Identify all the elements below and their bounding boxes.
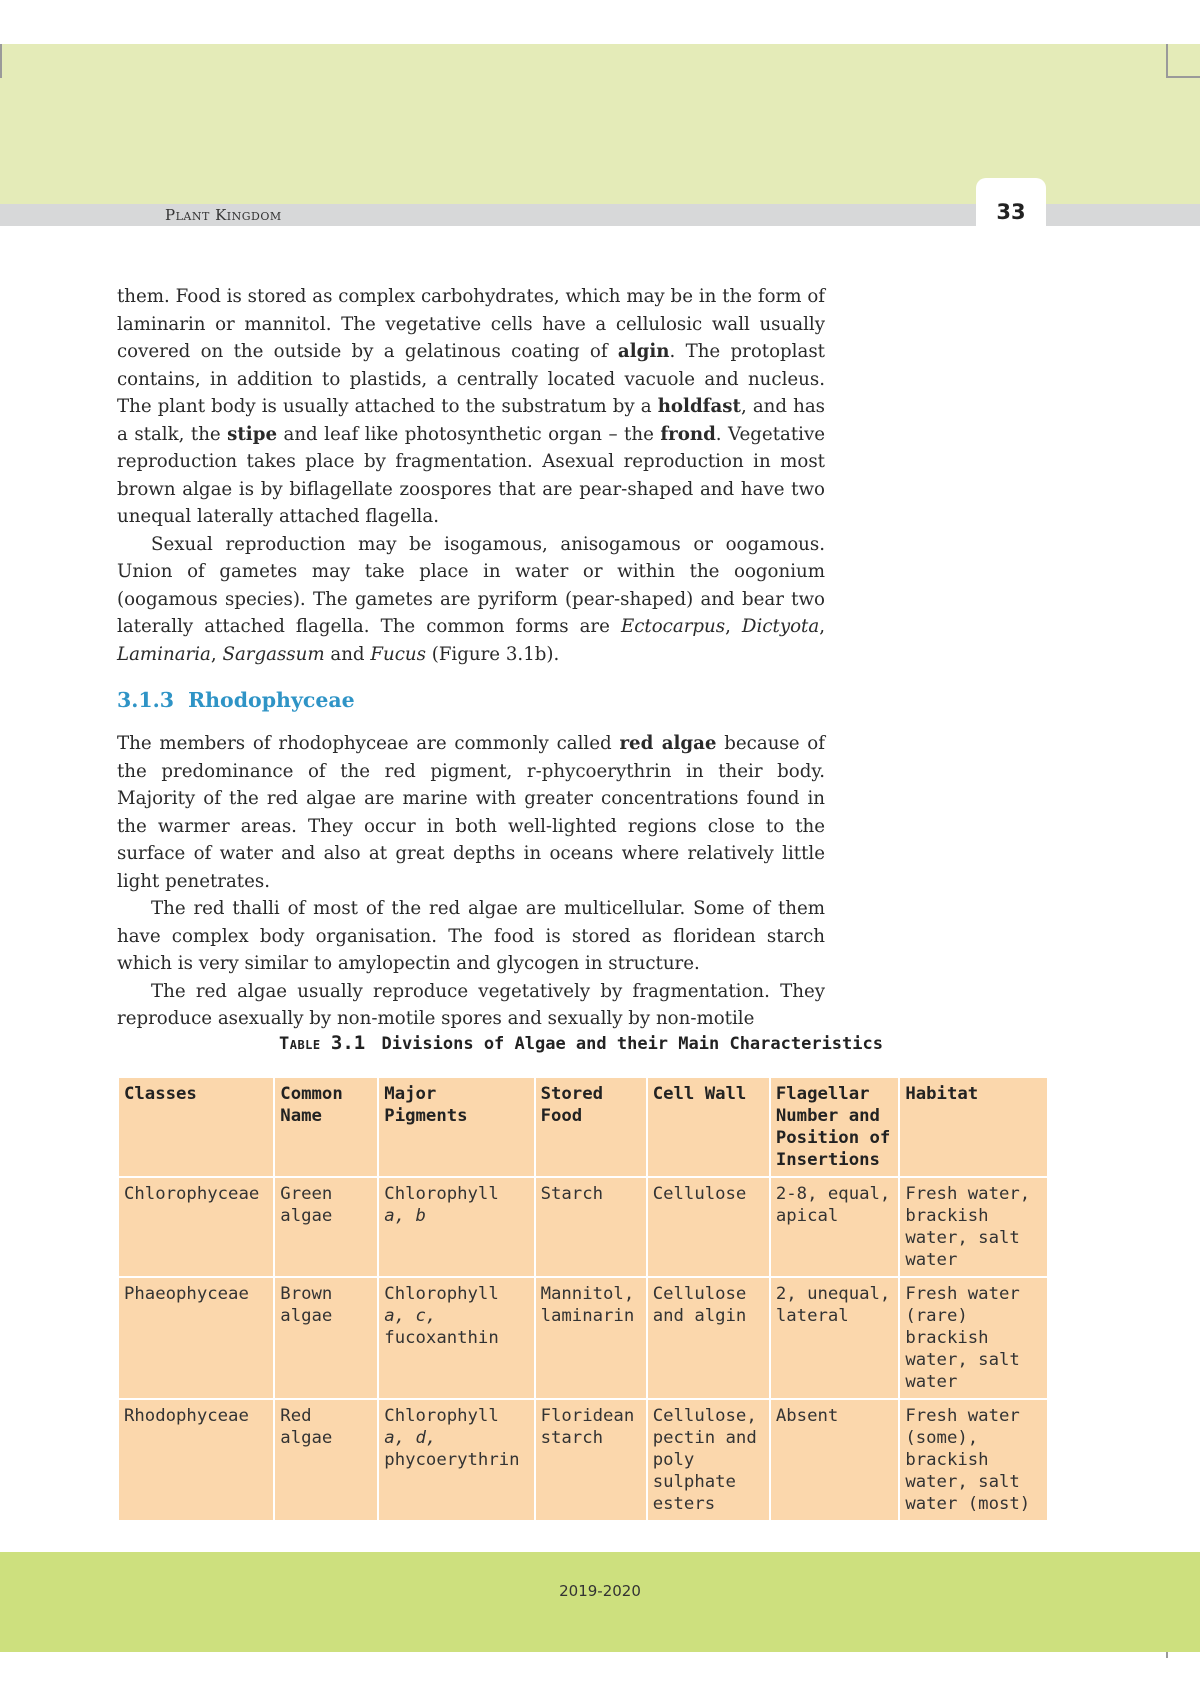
table-cell-class: Chlorophyceae [118, 1177, 274, 1277]
body-text [117, 283, 825, 1033]
table-cell-cell-wall: Cellulose and algin [647, 1277, 770, 1399]
table-cell-stored-food: Floridean starch [535, 1399, 647, 1521]
table-cell-class: Phaeophyceae [118, 1277, 274, 1399]
top-paragraphs [117, 283, 825, 668]
bold-term: stipe [227, 423, 278, 445]
text-run: , [725, 616, 742, 637]
table-cell-common-name: Red algae [274, 1399, 378, 1521]
crop-mark-top-left [0, 44, 2, 78]
table-row [118, 1277, 1048, 1399]
column-header: Flagellar Number and Position of Insertions [770, 1077, 899, 1177]
crop-mark-top-right-h [1168, 76, 1200, 78]
text-run: , and has a stalk, the [117, 396, 825, 445]
table-cell-class: Rhodophyceae [118, 1399, 274, 1521]
italic-term: Laminaria [117, 643, 211, 665]
paragraph [117, 531, 825, 669]
column-header: Habitat [899, 1077, 1048, 1177]
table-cell-common-name: Brown algae [274, 1277, 378, 1399]
section-title: Rhodophyceae [188, 688, 355, 712]
column-header: Classes [118, 1077, 274, 1177]
section-number: 3.1.3 [117, 688, 175, 712]
text-run: because of the predominance of the red pigment, r-phycoerythrin in their body. Majority of the red algae are marine with greater concentrations found in the warmer areas. They occur in both well-lighted regions close to the surface of water and also at great depths in oceans where relatively little light penetrates. [117, 733, 825, 892]
bottom-paragraphs [117, 730, 825, 1033]
italic-term: a, c, [384, 1306, 437, 1326]
text-run: Chlorophyll [384, 1184, 499, 1204]
text-run: Chlorophyll [384, 1406, 499, 1426]
crop-mark-top-right [1166, 44, 1168, 78]
algae-divisions-table [117, 1076, 1049, 1522]
paragraph [117, 283, 825, 531]
table-cell-flagella: Absent [770, 1399, 899, 1521]
table-cell-pigments [378, 1277, 534, 1399]
italic-term: Dictyota [741, 616, 820, 637]
table-cell-habitat: Fresh water (rare) brackish water, salt water [899, 1277, 1048, 1399]
table-cell-stored-food: Starch [535, 1177, 647, 1277]
table-cell-cell-wall: Cellulose, pectin and poly sulphate esters [647, 1399, 770, 1521]
running-title: Plant Kingdom [165, 206, 282, 224]
paragraph [117, 895, 825, 978]
table-cell-stored-food: Mannitol, laminarin [535, 1277, 647, 1399]
text-run: and leaf like photosynthetic organ – the [277, 423, 661, 445]
table-label: Table [279, 1034, 321, 1054]
text-run: (Figure 3.1b). [425, 643, 560, 665]
bold-term: red algae [619, 733, 717, 754]
column-header: Stored Food [535, 1077, 647, 1177]
text-run: The red algae usually reproduce vegetatively by fragmentation. They reproduce asexually by non-motile spores and sexually by non-motile [117, 980, 825, 1029]
footer-year: 2019-2020 [559, 1582, 641, 1600]
column-header: Cell Wall [647, 1077, 770, 1177]
footer-color-band [0, 1552, 1200, 1652]
table-cell-common-name: Green algae [274, 1177, 378, 1277]
text-run: Sexual reproduction may be isogamous, anisogamous or oogamous. Union of gametes may take place in water or within the oogonium (oogamous species). The gametes are pyriform (pear-shaped) and bear two laterally attached flagella. The common forms are [117, 533, 825, 637]
table-cell-flagella: 2-8, equal, apical [770, 1177, 899, 1277]
text-run: , [210, 643, 223, 665]
text-run: . The protoplast contains, in addition to plastids, a centrally located vacuole and nucleus. The plant body is usually attached to the substratum by a [117, 341, 825, 417]
table-caption [117, 1032, 1045, 1054]
text-run: Chlorophyll [384, 1284, 499, 1304]
text-run: them. Food is stored as complex carbohydrates, which may be in the form of laminarin or mannitol. The vegetative cells have a cellulosic wall usually covered on the outside by a gelatinous coating of [117, 286, 825, 362]
italic-term: Fucus [370, 643, 426, 665]
column-header: Major Pigments [378, 1077, 534, 1177]
table-cell-habitat: Fresh water, brackish water, salt water [899, 1177, 1048, 1277]
table-cell-cell-wall: Cellulose [647, 1177, 770, 1277]
italic-term: a, d, [384, 1428, 437, 1448]
text-run: The red thalli of most of the red algae are multicellular. Some of them have complex body organisation. The food is stored as floridean starch which is very similar to amylopectin and glycogen in structure. [117, 898, 825, 974]
table-cell-habitat: Fresh water (some), brackish water, salt water (most) [899, 1399, 1048, 1521]
italic-term: a, b [384, 1206, 426, 1226]
table-cell-pigments [378, 1399, 534, 1521]
bold-term: frond [660, 423, 716, 445]
italic-term: Ectocarpus [620, 616, 726, 637]
column-header: Common Name [274, 1077, 378, 1177]
table-row [118, 1177, 1048, 1277]
table-cell-flagella: 2, unequal, lateral [770, 1277, 899, 1399]
table-row [118, 1399, 1048, 1521]
text-run: . Vegetative reproduction takes place by fragmentation. Asexual reproduction in most brown algae is by biflagellate zoospores that are pear-shaped and have two unequal laterally attached flagella. [117, 423, 826, 527]
bold-term: holdfast [657, 396, 741, 417]
text-run: , [819, 616, 825, 637]
table-number: 3.1 [330, 1032, 366, 1054]
text-run: phycoerythrin [384, 1450, 520, 1470]
text-run: The members of rhodophyceae are commonly called [117, 733, 620, 754]
paragraph [117, 978, 825, 1033]
text-run: fucoxanthin [384, 1328, 499, 1348]
table-cell-pigments [378, 1177, 534, 1277]
page-number: 33 [996, 200, 1026, 224]
table-header-row [118, 1077, 1048, 1177]
text-run: and [324, 643, 371, 665]
table-body [118, 1177, 1048, 1521]
italic-term: Sargassum [222, 643, 325, 665]
paragraph [117, 730, 825, 895]
section-heading [117, 688, 825, 712]
table-title: Divisions of Algae and their Main Characteristics [381, 1034, 883, 1054]
bold-term: algin [617, 341, 670, 362]
